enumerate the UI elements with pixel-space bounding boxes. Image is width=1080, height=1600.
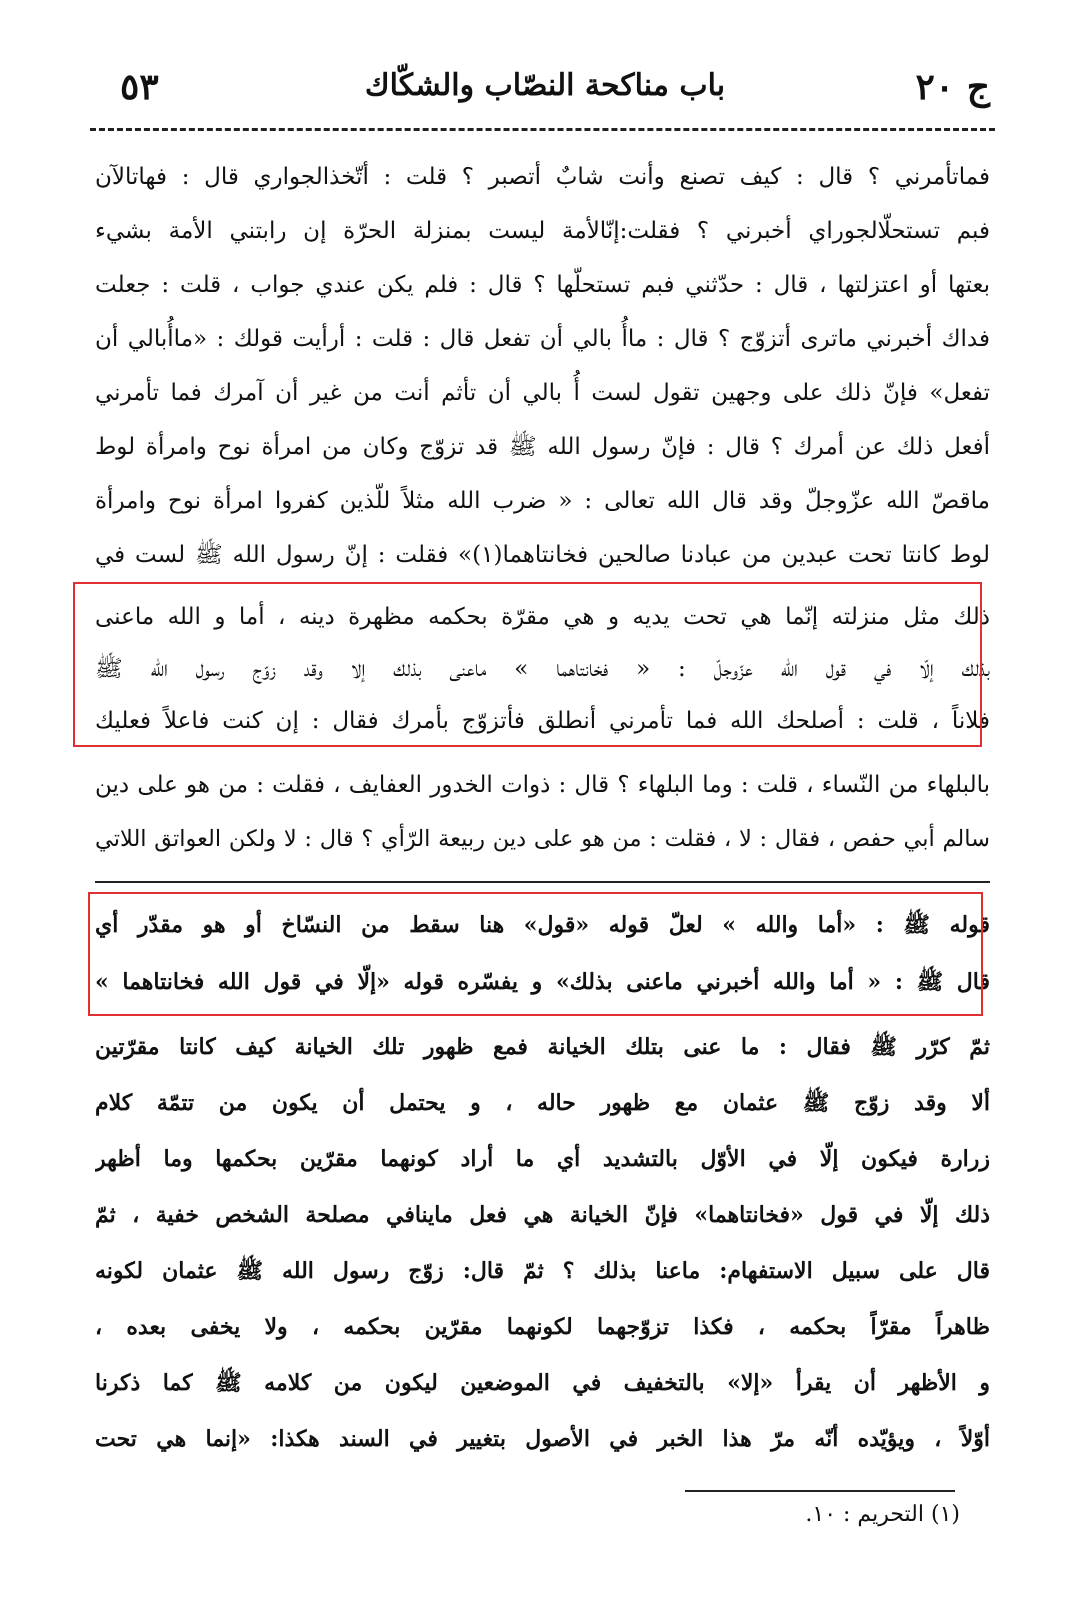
volume-number: ج ٢٠ — [915, 66, 990, 108]
main-line: لوط كانتا تحت عبدين من عبادنا صالحين فخانتاهما(١)» فقلت : إنّ رسول الله ﷺ لست في — [95, 542, 990, 568]
page-header — [100, 62, 990, 122]
main-line: بذلك إلّا في قول الله عزّوجلّ : « فخانتاهما » ماعنى بذلك إلا وقد زوّج رسول الله ﷺ — [95, 656, 990, 682]
main-line: فماتأمرني ؟ قال : كيف تصنع وأنت شابٌ أتصبر ؟ قلت : أتّخذالجواري قال : فهاتالآن — [95, 164, 990, 190]
footnote: (١) التحريم : ١٠. — [805, 1502, 960, 1527]
commentary-line: ظاهراً مقرّاً بحكمه ، فكذا تزوّجهما لكونهما مقرّين بحكمه ، ولا يخفى بعده ، — [95, 1314, 990, 1340]
main-line: فلاناً ، قلت : أصلحك الله فما تأمرني أنطلق فأتزوّج بأمرك فقال : إن كنت فاعلاً فعليك — [95, 708, 990, 734]
main-line: أفعل ذلك عن أمرك ؟ قال : فإنّ رسول الله ﷺ قد تزوّج وكان من امرأة نوح وامرأة لوط — [95, 434, 990, 460]
highlight-box-commentary — [88, 892, 983, 1016]
header-rule — [90, 128, 995, 131]
commentary-line: و الأظهر أن يقرأ «إلا» بالتخفيف في الموضعين ليكون من كلامه ﷺ كما ذكرنا — [95, 1370, 990, 1396]
commentary-line: أوّلاً ، ويؤيّده أنّه مرّ هذا الخبر في الأصول بتغيير في السند هكذا: «إنما هي تحت — [95, 1426, 990, 1452]
main-line: سالم أبي حفص ، فقال : لا ، فقلت : من هو على دين ربيعة الرّأي ؟ قال : لا ولكن العواتق اللاتي — [95, 826, 990, 852]
main-line: فداك أخبرني ماترى أتزوّج ؟ قال : ماأُ بالي أن تفعل قال : قلت : أرأيت قولك : «ماأُبالي أن — [95, 326, 990, 352]
commentary-line: ألا وقد زوّج ﷺ عثمان مع ظهور حاله ، و يحتمل أن يكون من تتمّة كلام — [95, 1090, 990, 1116]
main-line: بالبلهاء من النّساء ، قلت : وما البلهاء ؟ قال : ذوات الخدور العفايف ، فقلت : من هو على دين — [95, 772, 990, 798]
main-line: ماقصّ الله عزّوجلّ وقد قال الله تعالى : « ضرب الله مثلاً للّذين كفروا امرأة نوح وامرأة — [95, 488, 990, 514]
commentary-separator — [95, 881, 990, 883]
main-line: ذلك مثل منزلته إنّما هي تحت يديه و هي مقرّة بحكمه مظهرة دينه ، أما و الله ماعنى — [95, 604, 990, 630]
commentary-line: ذلك إلّا في قول «فخانتاهما» فإنّ الخيانة هي فعل ماينافي مصلحة الشخص خفية ، ثمّ — [95, 1202, 990, 1228]
commentary-line: زرارة فيكون إلّا في الأوّل بالتشديد أي ما أراد كونهما مقرّين بحكمها وما أظهر — [95, 1146, 990, 1172]
highlight-box-main-text — [73, 582, 982, 747]
main-line: فبم تستحلّالجوراي أخبرني ؟ فقلت:إنّالأمة ليست بمنزلة الحرّة إن رابتني الأمة بشيء — [95, 218, 990, 244]
page-number: ٥٣ — [120, 66, 159, 108]
main-line: بعتها أو اعتزلتها ، قال : حدّثني فبم تستحلّها ؟ قال : فلم يكن عندي جواب ، قلت : جعلت — [95, 272, 990, 298]
note-line: قوله ﷺ : «أما والله » لعلّ قوله «قول» هنا سقط من النسّاخ أو هو مقدّر أي — [95, 912, 990, 938]
footnote-separator — [685, 1490, 955, 1492]
chapter-title: باب مناكحة النصّاب والشكّاك — [364, 68, 726, 103]
main-line: تفعل» فإنّ ذلك على وجهين تقول لست أُ بالي أن تأثم أنت من غير أن آمرك فما تأمرني — [95, 380, 990, 406]
commentary-line: ثمّ كرّر ﷺ فقال : ما عنى بتلك الخيانة فمع ظهور تلك الخيانة كيف كانتا مقرّتين — [95, 1034, 990, 1060]
note-line: قال ﷺ : « أما والله أخبرني ماعنى بذلك» و يفسّره قوله «إلّا في قول الله فخانتاهما » — [95, 969, 990, 995]
commentary-line: قال على سبيل الاستفهام: ماعنا بذلك ؟ ثمّ قال: زوّج رسول الله ﷺ عثمان لكونه — [95, 1258, 990, 1284]
